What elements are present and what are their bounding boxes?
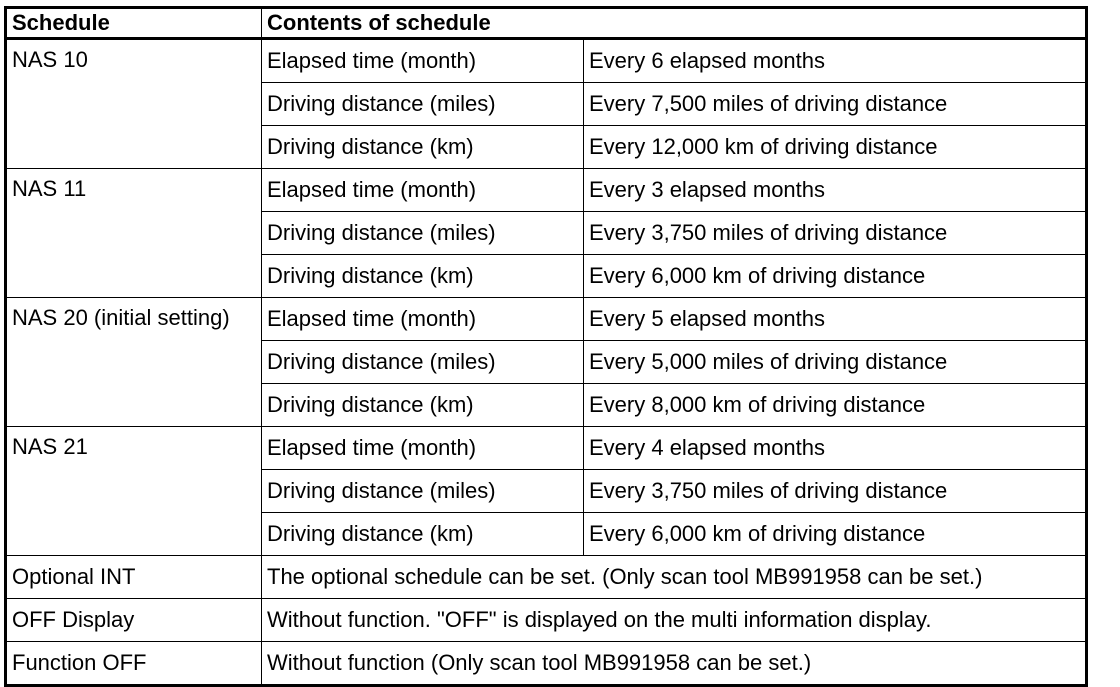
- header-schedule: Schedule: [6, 8, 262, 39]
- schedule-item: Driving distance (km): [262, 384, 584, 427]
- schedule-name: Optional INT: [6, 556, 262, 599]
- header-contents: Contents of schedule: [262, 8, 1087, 39]
- table-row: [6, 599, 1087, 642]
- schedule-value: Every 6,000 km of driving distance: [584, 513, 1087, 556]
- table-row: [6, 556, 1087, 599]
- schedule-item: Driving distance (miles): [262, 470, 584, 513]
- schedule-item: Elapsed time (month): [262, 298, 584, 341]
- table-row: [6, 427, 1087, 470]
- schedule-value: Every 7,500 miles of driving distance: [584, 83, 1087, 126]
- schedule-value: Every 4 elapsed months: [584, 427, 1087, 470]
- schedule-value: Every 12,000 km of driving distance: [584, 126, 1087, 169]
- schedule-item: Driving distance (km): [262, 255, 584, 298]
- schedule-name: NAS 21: [6, 427, 262, 556]
- schedule-value: Every 3,750 miles of driving distance: [584, 212, 1087, 255]
- schedule-name: NAS 20 (initial setting): [6, 298, 262, 427]
- table-row: [6, 169, 1087, 212]
- schedule-item: Elapsed time (month): [262, 39, 584, 83]
- schedule-content: Without function (Only scan tool MB991958 can be set.): [262, 642, 1087, 686]
- schedule-item: Driving distance (miles): [262, 83, 584, 126]
- schedule-content: The optional schedule can be set. (Only scan tool MB991958 can be set.): [262, 556, 1087, 599]
- table-row: [6, 298, 1087, 341]
- table-row: [6, 642, 1087, 686]
- schedule-item: Driving distance (km): [262, 513, 584, 556]
- schedule-value: Every 3,750 miles of driving distance: [584, 470, 1087, 513]
- schedule-name: Function OFF: [6, 642, 262, 686]
- schedule-item: Driving distance (miles): [262, 341, 584, 384]
- schedule-name: NAS 11: [6, 169, 262, 298]
- schedule-table: [4, 6, 1088, 687]
- schedule-value: Every 5 elapsed months: [584, 298, 1087, 341]
- schedule-value: Every 6 elapsed months: [584, 39, 1087, 83]
- schedule-value: Every 5,000 miles of driving distance: [584, 341, 1087, 384]
- schedule-value: Every 8,000 km of driving distance: [584, 384, 1087, 427]
- schedule-item: Driving distance (miles): [262, 212, 584, 255]
- header-row: [6, 8, 1087, 39]
- table-row: [6, 39, 1087, 83]
- schedule-item: Elapsed time (month): [262, 427, 584, 470]
- schedule-name: OFF Display: [6, 599, 262, 642]
- schedule-content: Without function. "OFF" is displayed on the multi information display.: [262, 599, 1087, 642]
- schedule-name: NAS 10: [6, 39, 262, 169]
- schedule-value: Every 6,000 km of driving distance: [584, 255, 1087, 298]
- schedule-item: Elapsed time (month): [262, 169, 584, 212]
- schedule-item: Driving distance (km): [262, 126, 584, 169]
- schedule-value: Every 3 elapsed months: [584, 169, 1087, 212]
